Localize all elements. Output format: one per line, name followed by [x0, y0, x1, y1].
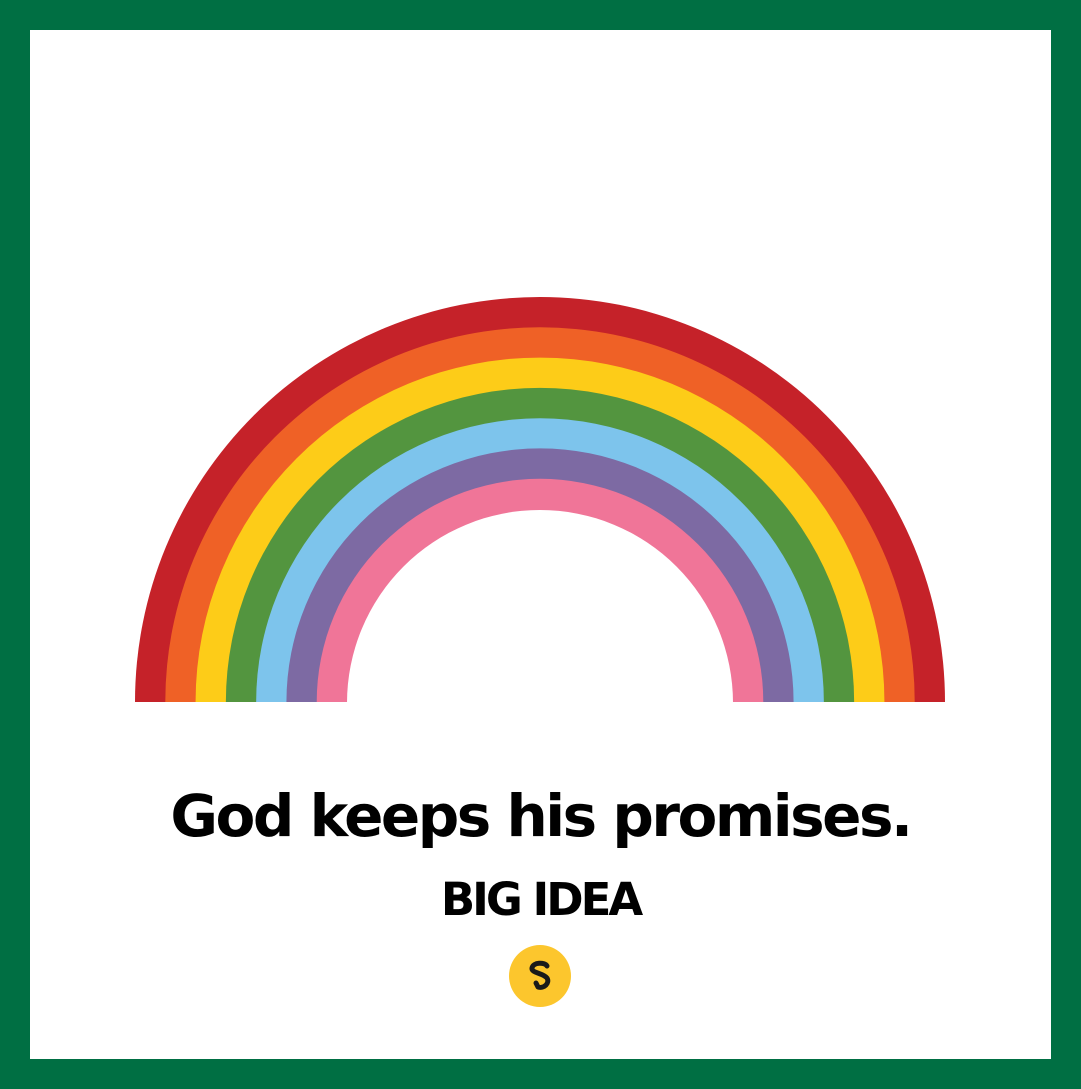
- big-idea-label: BIG IDEA: [440, 873, 641, 926]
- brand-s-icon: [509, 945, 571, 1007]
- headline: God keeps his promises.: [170, 782, 911, 850]
